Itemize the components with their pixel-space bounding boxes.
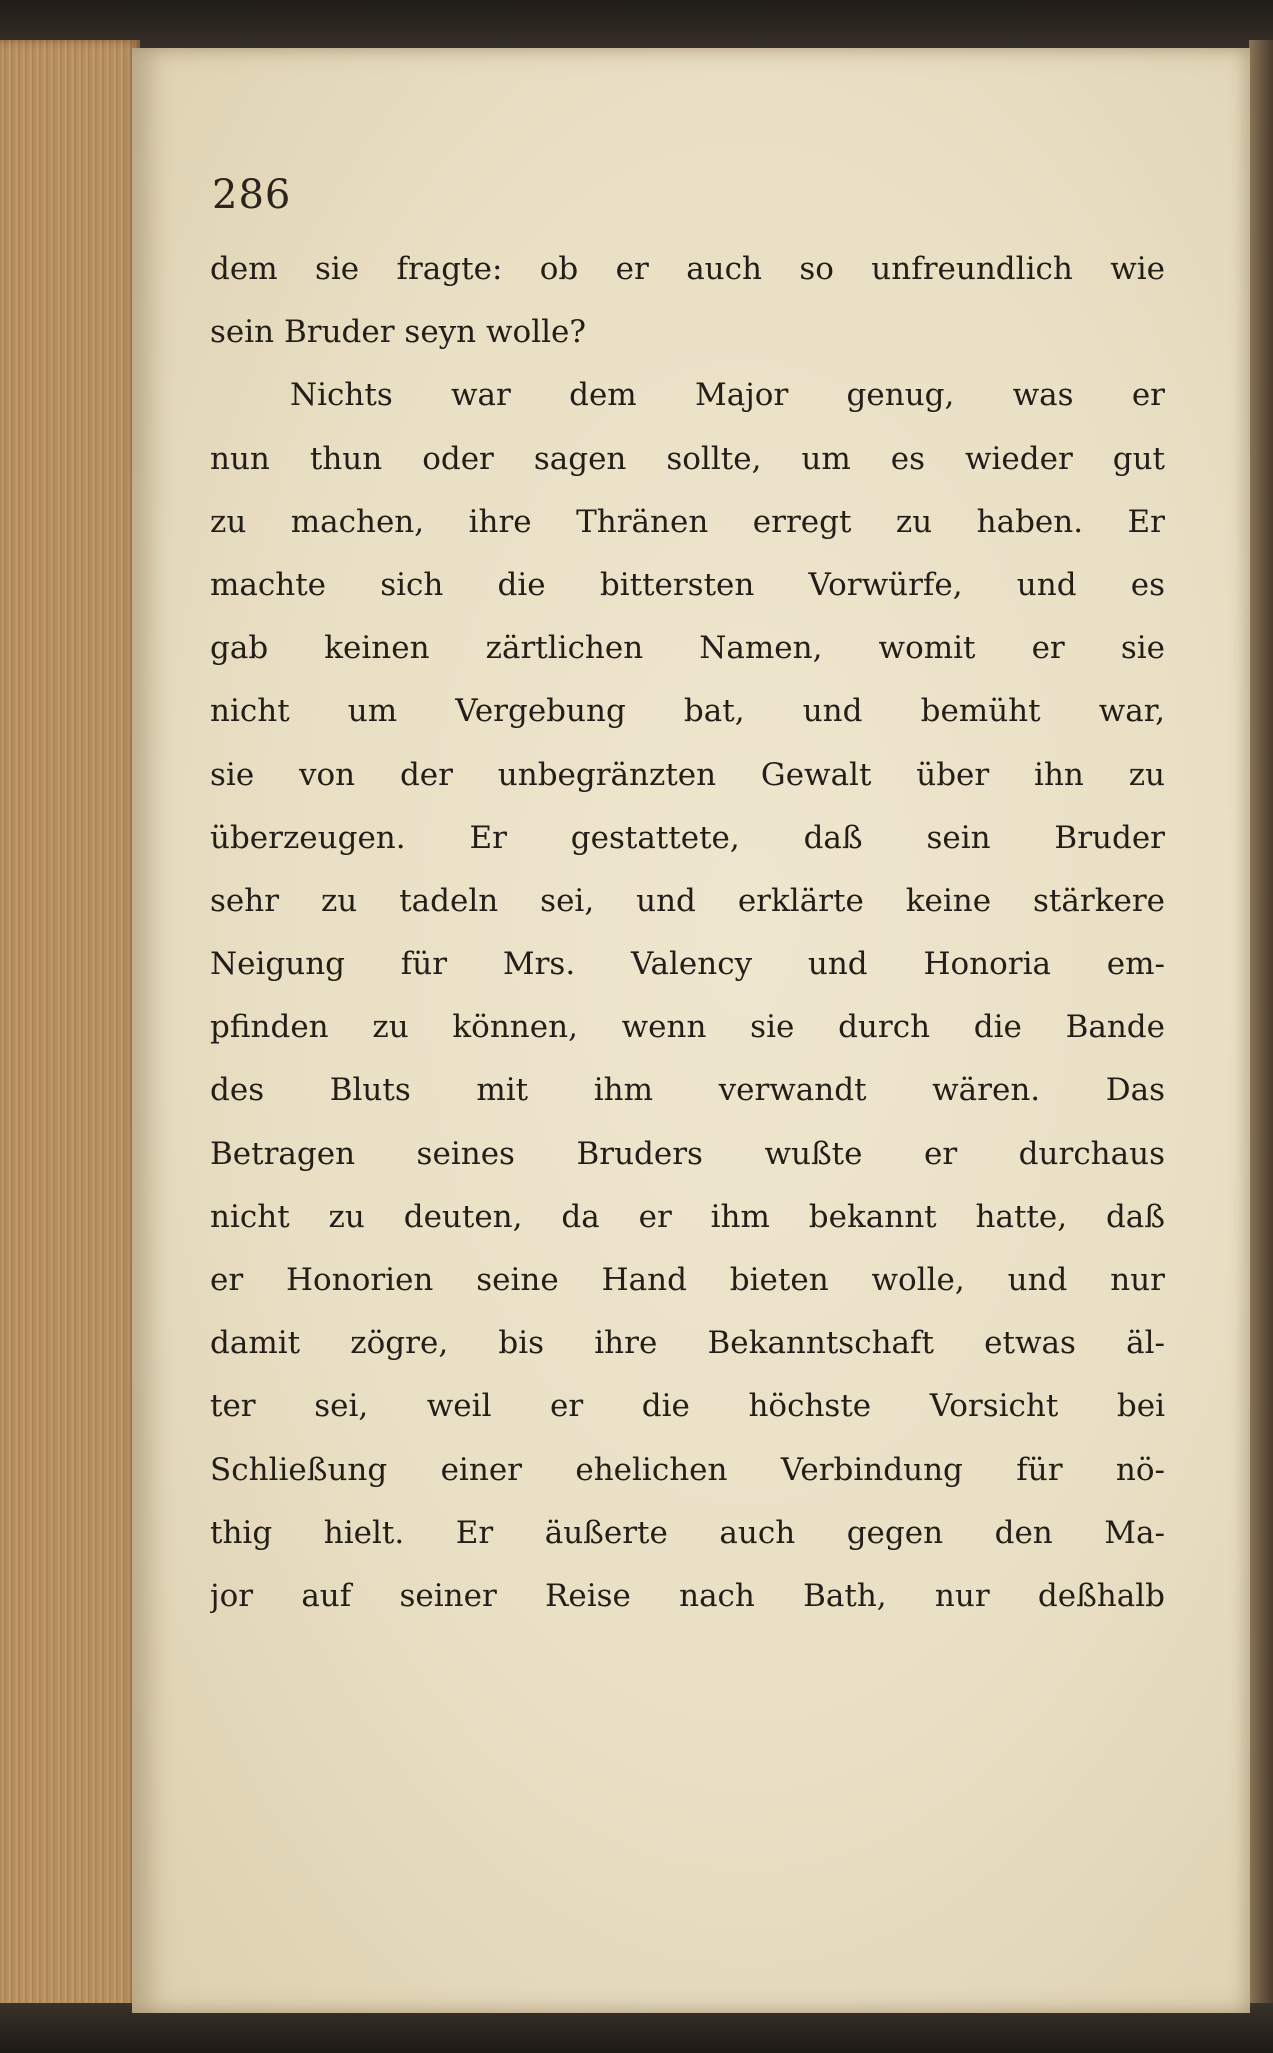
- text-line: pfinden zu können, wenn sie durch die Bande: [210, 1009, 1165, 1046]
- text-line: nun thun oder sagen sollte, um es wieder gut: [210, 440, 1165, 477]
- page-number: 286: [212, 172, 292, 218]
- text-line: nicht zu deuten, da er ihm bekannt hatte, daß: [210, 1198, 1165, 1235]
- text-line: machte sich die bittersten Vorwürfe, und es: [210, 566, 1165, 603]
- page-stack-edge: [0, 40, 140, 2020]
- text-line: er Honorien seine Hand bieten wolle, und nur: [210, 1262, 1165, 1298]
- text-line: Betragen seines Bruders wußte er durchaus: [210, 1135, 1165, 1172]
- text-line: Nichts war dem Major genug, was er: [290, 377, 1165, 414]
- text-line: Schließung einer ehelichen Verbindung für nö-: [210, 1451, 1165, 1488]
- text-line: überzeugen. Er gestattete, daß sein Bruder: [210, 819, 1165, 856]
- text-line: nicht um Vergebung bat, und bemüht war,: [210, 693, 1165, 730]
- text-line: ter sei, weil er die höchste Vorsicht bei: [210, 1388, 1165, 1425]
- text-line: Neigung für Mrs. Valency und Honoria em-: [210, 946, 1165, 983]
- text-line: des Bluts mit ihm verwandt wären. Das: [210, 1072, 1165, 1109]
- text-line: thig hielt. Er äußerte auch gegen den Ma-: [210, 1514, 1165, 1551]
- text-line: dem sie fragte: ob er auch so unfreundlich wie: [210, 251, 1165, 287]
- text-line: damit zögre, bis ihre Bekanntschaft etwas äl-: [210, 1325, 1165, 1362]
- text-line: zu machen, ihre Thränen erregt zu haben. Er: [210, 503, 1165, 540]
- text-line: gab keinen zärtlichen Namen, womit er sie: [210, 630, 1165, 667]
- body-text: [210, 238, 1165, 1628]
- right-binding-edge: [1249, 40, 1273, 2020]
- text-line: jor auf seiner Reise nach Bath, nur deßhalb: [210, 1577, 1165, 1614]
- text-line: sehr zu tadeln sei, und erklärte keine stärkere: [210, 882, 1165, 919]
- text-line: sein Bruder seyn wolle?: [210, 314, 586, 351]
- text-line: sie von der unbegränzten Gewalt über ihn zu: [210, 756, 1165, 793]
